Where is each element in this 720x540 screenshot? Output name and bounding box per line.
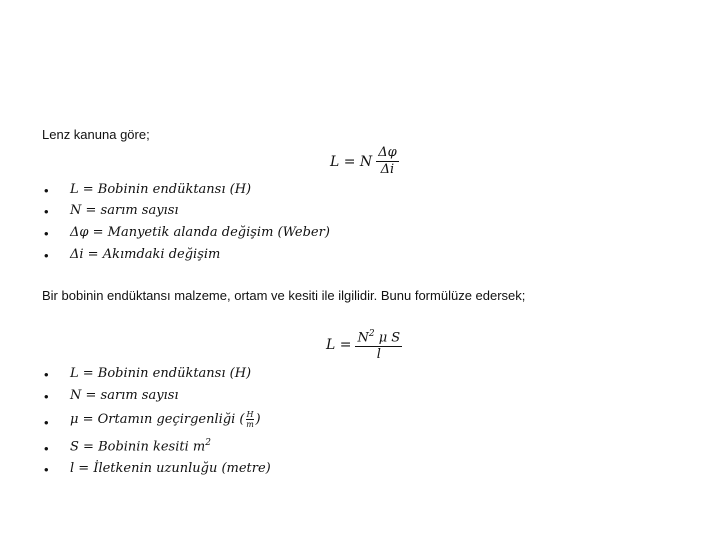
formula1-denominator: Δi bbox=[380, 162, 395, 177]
formula2-denominator: l bbox=[376, 347, 381, 363]
formula1-numerator: Δφ bbox=[378, 145, 397, 160]
formula2-lhs: L = bbox=[326, 336, 352, 353]
bullet-icon: • bbox=[44, 226, 49, 241]
list2-item: L = Bobinin endüktansı (H) bbox=[70, 366, 252, 381]
list1-item: N = sarım sayısı bbox=[70, 203, 179, 218]
bullet-icon: • bbox=[44, 248, 49, 263]
formula2-fraction bbox=[355, 326, 402, 363]
bullet-icon: • bbox=[44, 204, 49, 219]
bullet-icon: • bbox=[44, 367, 49, 382]
list1-item: L = Bobinin endüktansı (H) bbox=[70, 182, 252, 197]
list1-item: Δφ = Manyetik alanda değişim (Weber) bbox=[70, 225, 330, 240]
paragraph-text: Bir bobinin endüktansı malzeme, ortam ve kesiti ile ilgilidir. Bunu formülüze edersek; bbox=[42, 288, 526, 303]
formula2-numerator: $N^2$ μ S bbox=[355, 326, 402, 347]
list2-item-area: S = Bobinin kesiti $m^2$ bbox=[70, 438, 211, 455]
inductance-formula bbox=[326, 326, 402, 363]
list2-item: N = sarım sayısı bbox=[70, 388, 179, 403]
bullet-icon: • bbox=[44, 183, 49, 198]
bullet-icon: • bbox=[44, 389, 49, 404]
list2-item: l = İletkenin uzunluğu (metre) bbox=[70, 461, 271, 476]
list1-item: Δi = Akımdaki değişim bbox=[70, 247, 221, 262]
unit-fraction: $\frac{H}{m}$ bbox=[246, 410, 254, 429]
formula1-fraction bbox=[376, 145, 399, 178]
formula1-lhs: L = N bbox=[330, 153, 373, 170]
bullet-icon: • bbox=[44, 441, 49, 456]
list2-item-permeability: μ = Ortamın geçirgenliği ( $\frac{H}{m}$ ) bbox=[70, 410, 261, 429]
bullet-icon: • bbox=[44, 462, 49, 477]
intro-text: Lenz kanuna göre; bbox=[42, 127, 150, 142]
bullet-icon: • bbox=[44, 415, 49, 430]
lenz-formula bbox=[330, 145, 399, 178]
